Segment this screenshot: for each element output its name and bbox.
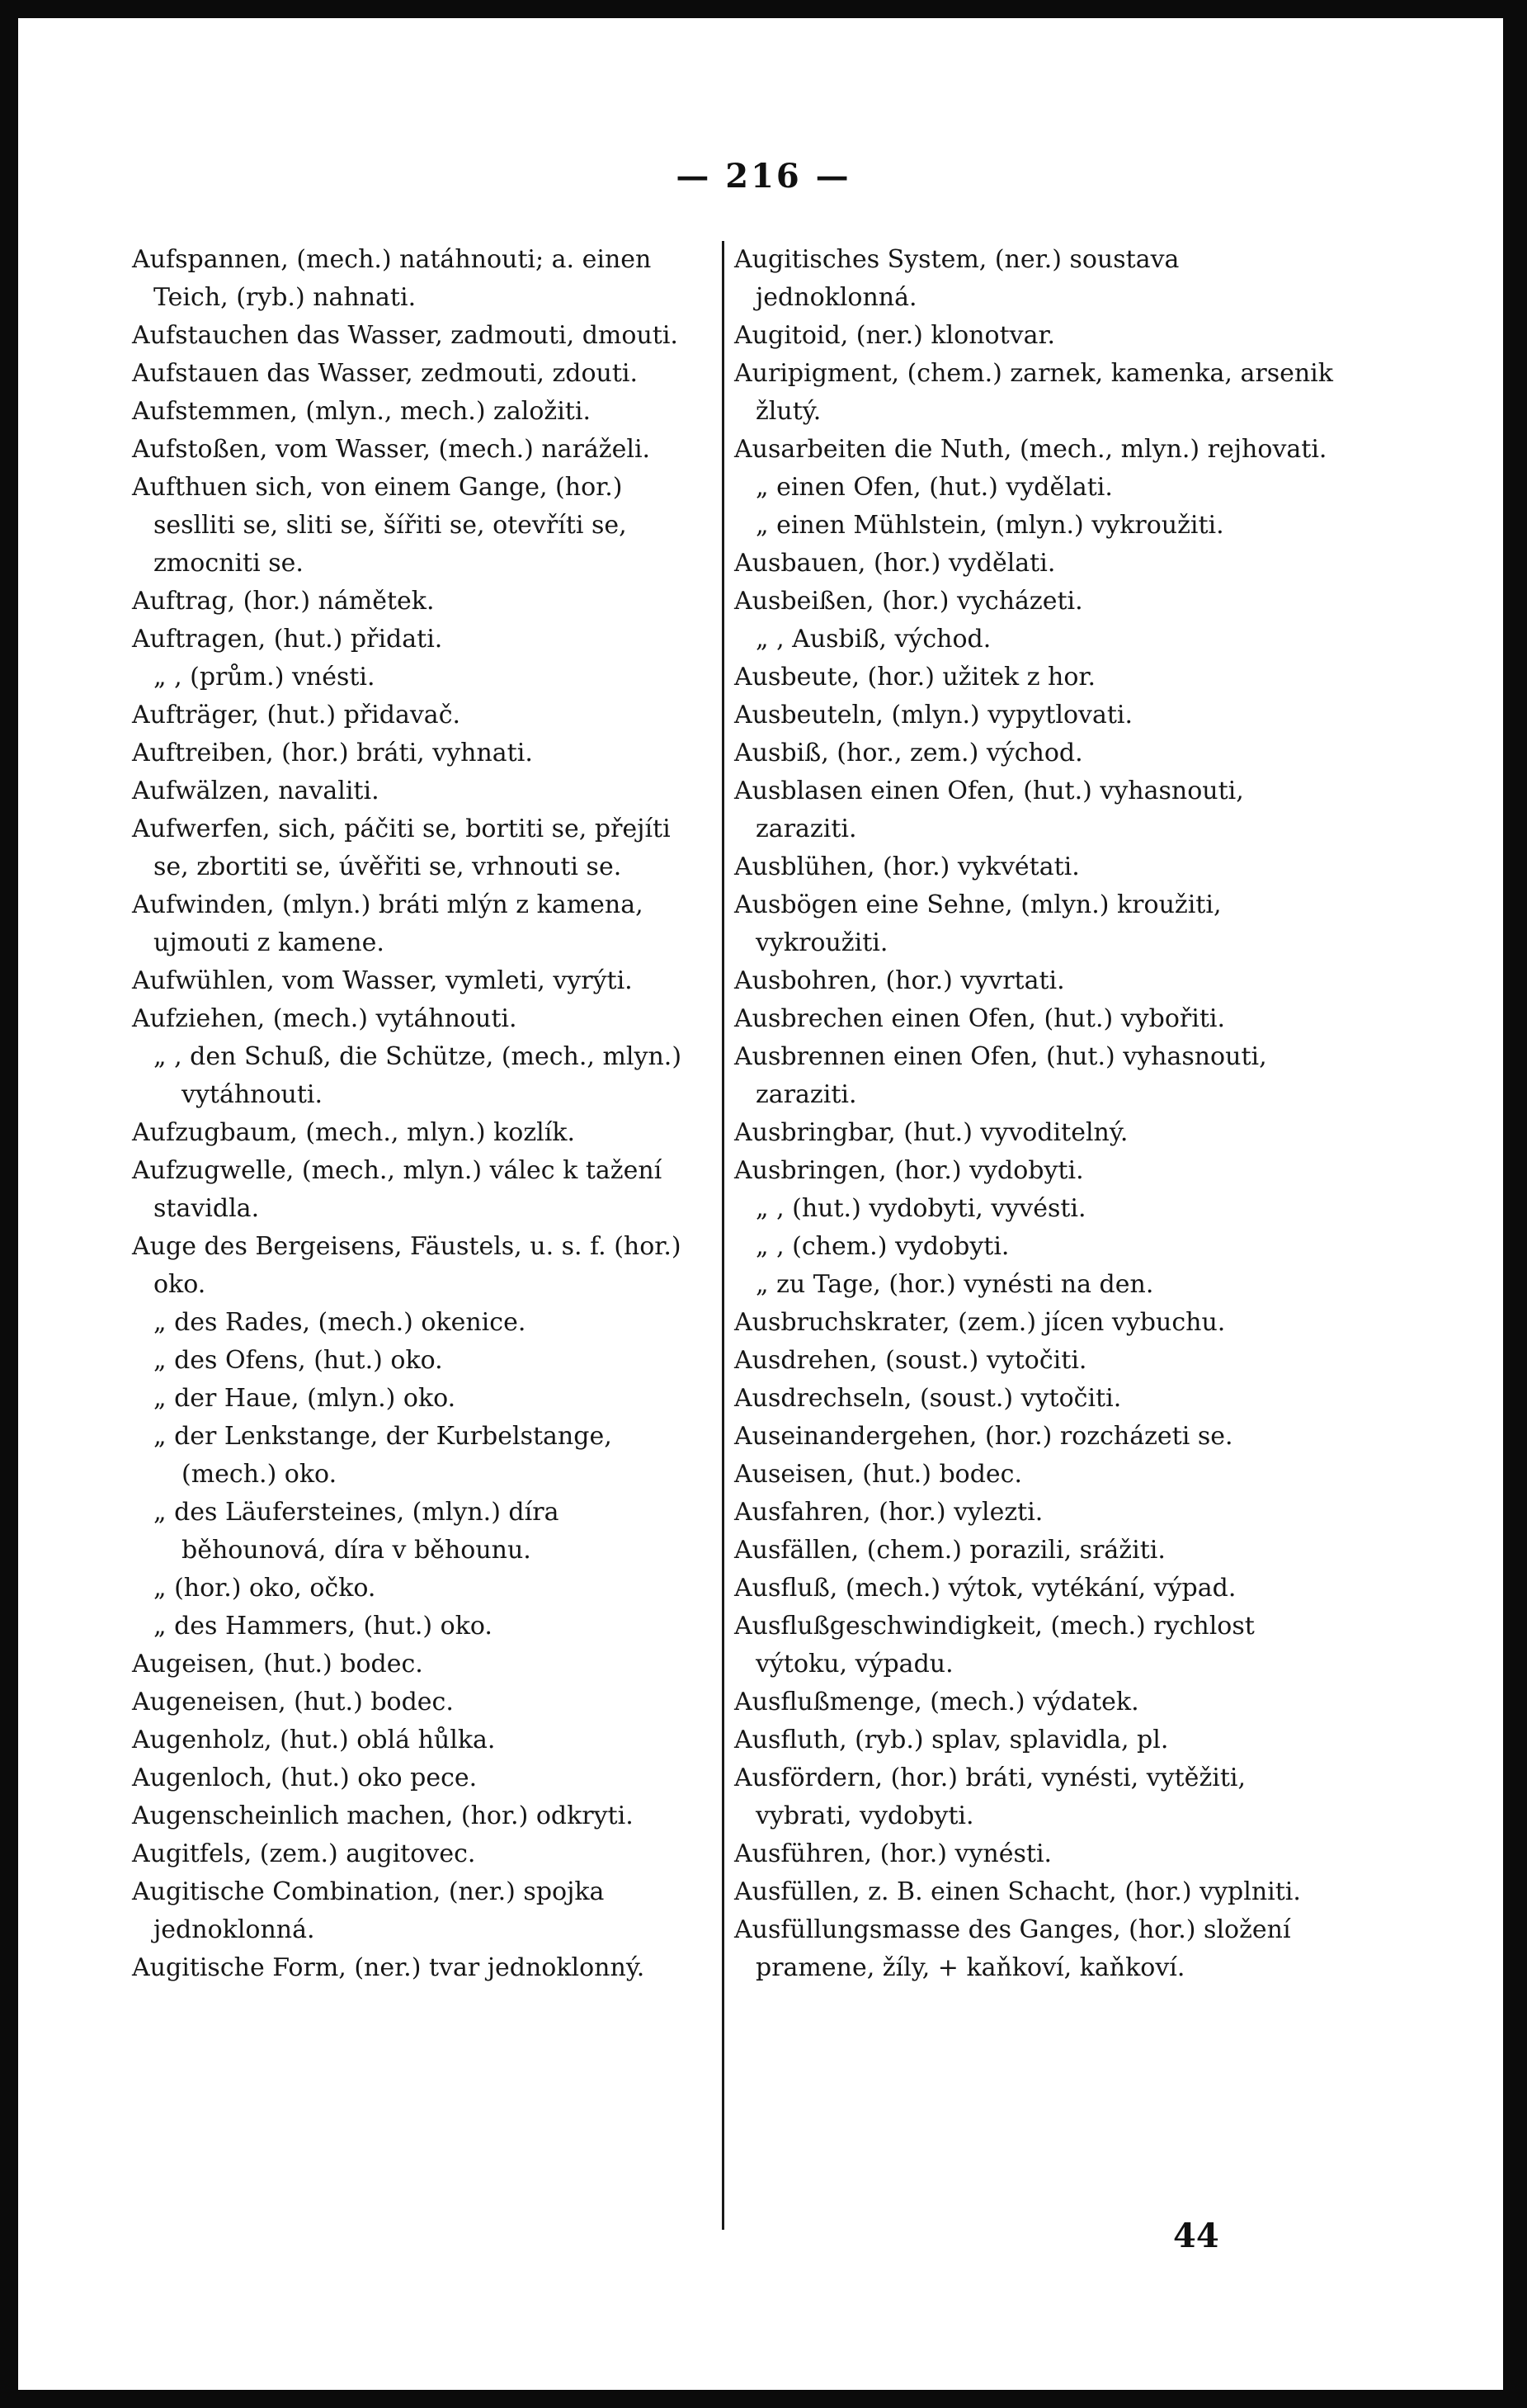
dictionary-entry: Ausfluß, (mech.) výtok, vytékání, výpad. <box>734 1574 1237 1603</box>
dictionary-entry: Augenloch, (hut.) oko pece. <box>132 1764 478 1792</box>
dictionary-entry: Ausbruchskrater, (zem.) jícen vybuchu. <box>734 1308 1226 1337</box>
dictionary-entry: Ausfluth, (ryb.) splav, splavidla, pl. <box>734 1726 1169 1754</box>
dictionary-entry: Ausbögen eine Sehne, (mlyn.) kroužiti, vykroužiti. <box>734 890 1222 957</box>
dictionary-entry: Ausfahren, (hor.) vylezti. <box>734 1498 1044 1527</box>
dictionary-entry: Augitisches System, (ner.) soustava jednoklonná. <box>734 245 1180 312</box>
dictionary-entry: Augitische Form, (ner.) tvar jednoklonný. <box>132 1953 645 1982</box>
dictionary-entry: Augitische Combination, (ner.) spojka jednoklonná. <box>132 1877 605 1944</box>
dictionary-entry: Ausblühen, (hor.) vykvétati. <box>734 852 1080 881</box>
dictionary-entry: Ausbiß, (hor., zem.) východ. <box>734 739 1083 767</box>
left-column <box>132 241 709 1987</box>
dictionary-entry: Auseisen, (hut.) bodec. <box>734 1460 1023 1489</box>
dictionary-entry: Aufthuen sich, von einem Gange, (hor.) seslliti se, sliti se, šířiti se, otevříti se, zmocniti se. <box>132 473 627 578</box>
dictionary-entry: Aufspannen, (mech.) natáhnouti; a. einen Teich, (ryb.) nahnati. <box>132 245 652 312</box>
dictionary-subentry: „ , den Schuß, die Schütze, (mech., mlyn.) vytáhnouti. <box>153 1042 682 1109</box>
dictionary-entry: Augenholz, (hut.) oblá hůlka. <box>132 1726 496 1754</box>
dictionary-subentry: „ , (prům.) vnésti. <box>153 663 375 692</box>
dictionary-subentry: „ , (chem.) vydobyti. <box>756 1232 1010 1261</box>
dictionary-entry: Aufwinden, (mlyn.) bráti mlýn z kamena, ujmouti z kamene. <box>132 890 643 957</box>
dictionary-entry: Ausflußgeschwindigkeit, (mech.) rychlost výtoku, výpadu. <box>734 1612 1255 1679</box>
dictionary-subentry: „ des Ofens, (hut.) oko. <box>153 1346 443 1375</box>
dictionary-entry: Ausdrehen, (soust.) vytočiti. <box>734 1346 1087 1375</box>
dictionary-entry: Ausbeißen, (hor.) vycházeti. <box>734 587 1083 616</box>
dictionary-entry: Aufträger, (hut.) přidavač. <box>132 701 461 729</box>
dictionary-entry: Auftrag, (hor.) námětek. <box>132 587 435 616</box>
dictionary-entry: Augeneisen, (hut.) bodec. <box>132 1688 454 1716</box>
dictionary-entry: Ausführen, (hor.) vynésti. <box>734 1839 1053 1868</box>
page-number-header: — 216 — <box>676 157 851 196</box>
dictionary-entry: Ausarbeiten die Nuth, (mech., mlyn.) rejhovati. <box>734 435 1327 464</box>
dictionary-entry: Ausbohren, (hor.) vyvrtati. <box>734 966 1065 995</box>
dictionary-entry: Ausblasen einen Ofen, (hut.) vyhasnouti, zaraziti. <box>734 777 1244 843</box>
dictionary-entry: Ausfällen, (chem.) porazili, srážiti. <box>734 1536 1166 1565</box>
dictionary-entry: Aufstauen das Wasser, zedmouti, zdouti. <box>132 359 639 388</box>
printer-signature-mark: 44 <box>1173 2217 1219 2255</box>
dictionary-subentry: „ des Läufersteines, (mlyn.) díra běhounová, díra v běhounu. <box>153 1498 559 1565</box>
dictionary-entry: Aufwühlen, vom Wasser, vymleti, vyrýti. <box>132 966 633 995</box>
dictionary-subentry: „ des Rades, (mech.) okenice. <box>153 1308 526 1337</box>
dictionary-entry: Aufstauchen das Wasser, zadmouti, dmouti. <box>132 321 678 350</box>
dictionary-entry: Ausfördern, (hor.) bráti, vynésti, vytěžiti, vybrati, vydobyti. <box>734 1764 1247 1830</box>
dictionary-subentry: „ , Ausbiß, východ. <box>756 625 992 654</box>
dictionary-entry: Aufziehen, (mech.) vytáhnouti. <box>132 1004 517 1033</box>
dictionary-entry: Auripigment, (chem.) zarnek, kamenka, arsenik žlutý. <box>734 359 1333 426</box>
dictionary-entry: Ausdrechseln, (soust.) vytočiti. <box>734 1384 1122 1413</box>
dictionary-entry: Augeisen, (hut.) bodec. <box>132 1650 423 1679</box>
dictionary-entry: Aufzugbaum, (mech., mlyn.) kozlík. <box>132 1118 576 1147</box>
dictionary-entry: Augitoid, (ner.) klonotvar. <box>734 321 1056 350</box>
dictionary-entry: Ausbringbar, (hut.) vyvoditelný. <box>734 1118 1129 1147</box>
dictionary-entry: Ausbrennen einen Ofen, (hut.) vyhasnouti, zaraziti. <box>734 1042 1267 1109</box>
dictionary-entry: Ausfüllen, z. B. einen Schacht, (hor.) vyplniti. <box>734 1877 1301 1906</box>
dictionary-entry: Ausbringen, (hor.) vydobyti. <box>734 1156 1084 1185</box>
dictionary-entry: Ausbauen, (hor.) vydělati. <box>734 549 1056 578</box>
dictionary-entry: Auseinandergehen, (hor.) rozcházeti se. <box>734 1422 1233 1451</box>
dictionary-entry: Auge des Bergeisens, Fäustels, u. s. f. (hor.) oko. <box>132 1232 681 1299</box>
dictionary-entry: Aufzugwelle, (mech., mlyn.) válec k tažení stavidla. <box>132 1156 662 1223</box>
dictionary-entry: Augenscheinlich machen, (hor.) odkryti. <box>132 1801 634 1830</box>
dictionary-entry: Ausfüllungsmasse des Ganges, (hor.) složení pramene, žíly, + kaňkoví, kaňkoví. <box>734 1915 1291 1982</box>
dictionary-entry: Ausbrechen einen Ofen, (hut.) vybořiti. <box>734 1004 1226 1033</box>
dictionary-subentry: „ zu Tage, (hor.) vynésti na den. <box>756 1270 1154 1299</box>
dictionary-entry: Aufstoßen, vom Wasser, (mech.) naráželi. <box>132 435 651 464</box>
dictionary-entry: Aufwälzen, navaliti. <box>132 777 379 805</box>
dictionary-subentry: „ , (hut.) vydobyti, vyvésti. <box>756 1194 1086 1223</box>
dictionary-subentry: „ (hor.) oko, očko. <box>153 1574 376 1603</box>
dictionary-entry: Aufwerfen, sich, páčiti se, bortiti se, přejíti se, zbortiti se, úvěřiti se, vrhnouti se. <box>132 814 671 881</box>
dictionary-subentry: „ der Haue, (mlyn.) oko. <box>153 1384 456 1413</box>
dictionary-entry: Aufstemmen, (mlyn., mech.) založiti. <box>132 397 591 426</box>
right-column <box>734 241 1336 1987</box>
dictionary-entry: Auftreiben, (hor.) bráti, vyhnati. <box>132 739 533 767</box>
dictionary-entry: Ausbeute, (hor.) užitek z hor. <box>734 663 1096 692</box>
dictionary-entry: Augitfels, (zem.) augitovec. <box>132 1839 476 1868</box>
dictionary-entry: Ausbeuteln, (mlyn.) vypytlovati. <box>734 701 1133 729</box>
dictionary-subentry: „ einen Ofen, (hut.) vydělati. <box>756 473 1113 502</box>
dictionary-entry: Ausflußmenge, (mech.) výdatek. <box>734 1688 1139 1716</box>
dictionary-subentry: „ der Lenkstange, der Kurbelstange, (mech.) oko. <box>153 1422 612 1489</box>
dictionary-entry: Auftragen, (hut.) přidati. <box>132 625 443 654</box>
dictionary-subentry: „ des Hammers, (hut.) oko. <box>153 1612 493 1641</box>
column-divider <box>722 241 724 2230</box>
dictionary-subentry: „ einen Mühlstein, (mlyn.) vykroužiti. <box>756 511 1224 540</box>
